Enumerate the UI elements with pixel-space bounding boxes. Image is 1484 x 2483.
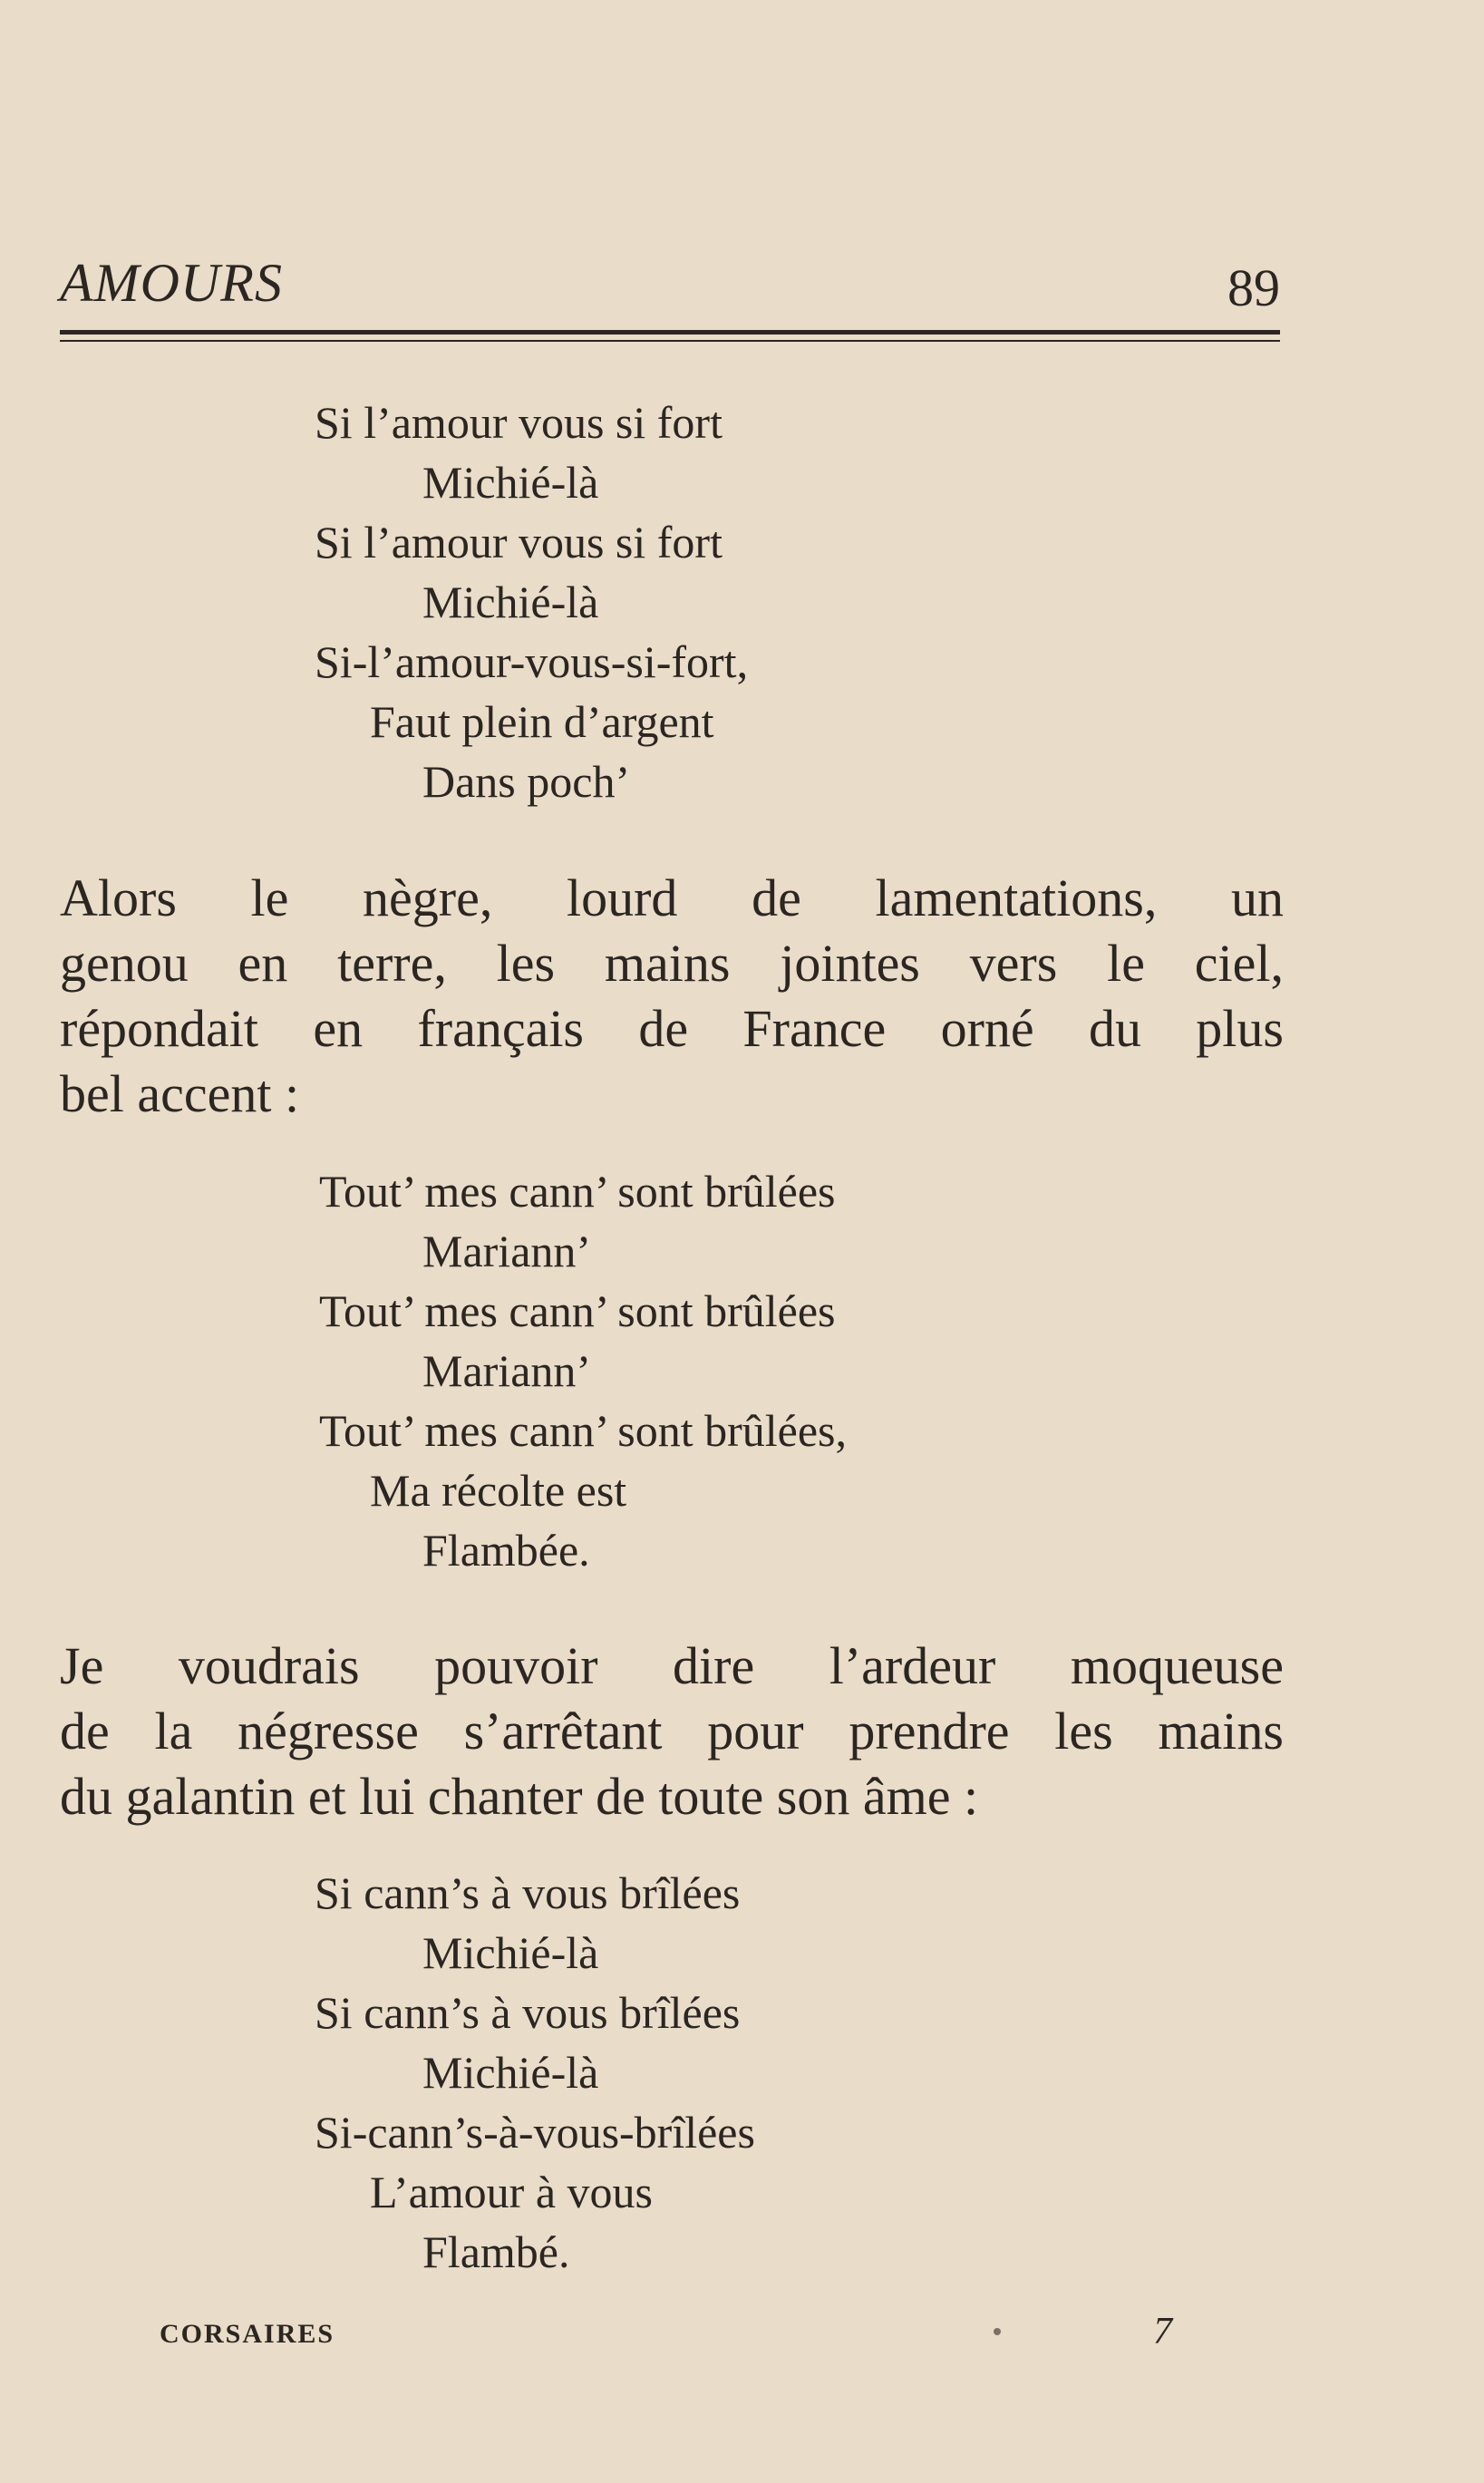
verse-line: Michié-là — [422, 457, 599, 508]
header-rule-thin — [60, 340, 1280, 342]
prose-line: Alors le nègre, lourd de lamentations, un — [60, 868, 1284, 927]
verse-line: Michié-là — [422, 2047, 599, 2098]
verse-line: Si cann’s à vous brîlées — [315, 1987, 741, 2038]
header-rule-thick — [60, 330, 1280, 335]
running-head-title: AMOURS — [60, 253, 283, 313]
signature-dot — [994, 2328, 1001, 2335]
page-number: 89 — [1227, 258, 1280, 317]
verse-line: Mariann’ — [422, 1345, 592, 1396]
verse-line: Faut plein d’argent — [370, 696, 714, 747]
signature-number: 7 — [1153, 2311, 1172, 2352]
verse-line: Si l’amour vous si fort — [315, 517, 723, 567]
prose-line: de la négresse s’arrêtant pour prendre les mains — [60, 1702, 1284, 1760]
verse-line: Tout’ mes cann’ sont brûlées, — [319, 1405, 847, 1456]
verse-line: Mariann’ — [422, 1226, 592, 1276]
printer-signature: CORSAIRES — [160, 2319, 335, 2349]
prose-line: répondait en français de France orné du plus — [60, 999, 1284, 1058]
verse-line: Tout’ mes cann’ sont brûlées — [319, 1166, 836, 1217]
verse-line: Flambée. — [422, 1525, 590, 1576]
verse-line: Tout’ mes cann’ sont brûlées — [319, 1285, 836, 1336]
prose-paragraph-2 — [60, 1634, 1284, 1829]
verse-line: Si l’amour vous si fort — [315, 397, 723, 448]
verse-line: Michié-là — [422, 577, 599, 627]
running-head — [60, 245, 1280, 317]
verse-line: Michié-là — [422, 1927, 599, 1978]
prose-line: genou en terre, les mains jointes vers le ciel, — [60, 934, 1284, 993]
verse-line: Si cann’s à vous brîlées — [315, 1867, 741, 1918]
verse-line: Flambé. — [422, 2226, 570, 2277]
prose-line: du galantin et lui chanter de toute son âme : — [60, 1767, 979, 1826]
prose-line: Je voudrais pouvoir dire l’ardeur moqueuse — [60, 1636, 1284, 1695]
verse-line: Si-l’amour-vous-si-fort, — [315, 636, 749, 687]
verse-line: Dans poch’ — [422, 756, 631, 807]
prose-paragraph-1 — [60, 866, 1284, 1127]
verse-line: Ma récolte est — [370, 1465, 627, 1516]
prose-line: bel accent : — [60, 1064, 300, 1123]
verse-line: Si-cann’s-à-vous-brîlées — [315, 2107, 755, 2158]
verse-line: L’amour à vous — [370, 2167, 653, 2217]
